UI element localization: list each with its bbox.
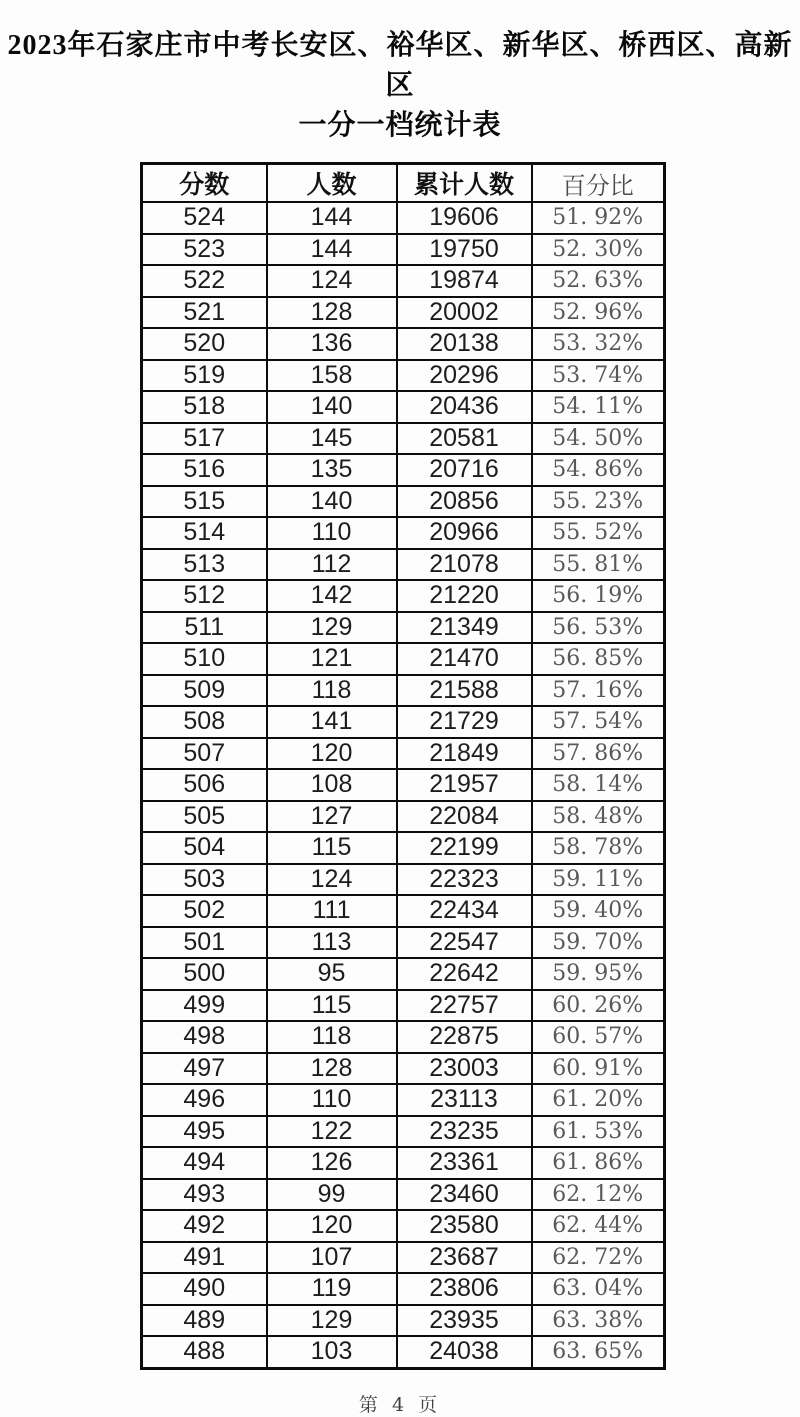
cumulative-cell: 23113 (397, 1084, 532, 1116)
score-distribution-table (140, 162, 666, 1370)
percent-cell: 54. 50% (532, 423, 665, 455)
cumulative-cell: 21078 (397, 549, 532, 581)
percent-cell: 57. 16% (532, 675, 665, 707)
score-cell: 522 (142, 265, 267, 297)
table-row (142, 1336, 665, 1368)
percent-cell: 63. 38% (532, 1305, 665, 1337)
percent-cell: 59. 40% (532, 895, 665, 927)
table-row (142, 1273, 665, 1305)
score-cell: 499 (142, 990, 267, 1022)
column-header-count: 人数 (267, 164, 397, 203)
percent-cell: 56. 85% (532, 643, 665, 675)
count-cell: 111 (267, 895, 397, 927)
table-row (142, 1210, 665, 1242)
cumulative-cell: 22757 (397, 990, 532, 1022)
score-cell: 503 (142, 864, 267, 896)
count-cell: 129 (267, 1305, 397, 1337)
count-cell: 127 (267, 801, 397, 833)
count-cell: 129 (267, 612, 397, 644)
count-cell: 124 (267, 265, 397, 297)
table-row (142, 706, 665, 738)
percent-cell: 56. 19% (532, 580, 665, 612)
table-row (142, 801, 665, 833)
count-cell: 128 (267, 297, 397, 329)
percent-cell: 52. 96% (532, 297, 665, 329)
cumulative-cell: 22323 (397, 864, 532, 896)
count-cell: 108 (267, 769, 397, 801)
score-cell: 511 (142, 612, 267, 644)
table-row (142, 895, 665, 927)
percent-cell: 58. 48% (532, 801, 665, 833)
score-cell: 512 (142, 580, 267, 612)
cumulative-cell: 20138 (397, 328, 532, 360)
count-cell: 142 (267, 580, 397, 612)
score-cell: 502 (142, 895, 267, 927)
score-cell: 510 (142, 643, 267, 675)
percent-cell: 55. 52% (532, 517, 665, 549)
percent-cell: 52. 63% (532, 265, 665, 297)
cumulative-cell: 21957 (397, 769, 532, 801)
percent-cell: 62. 72% (532, 1242, 665, 1274)
score-cell: 496 (142, 1084, 267, 1116)
cumulative-cell: 22434 (397, 895, 532, 927)
cumulative-cell: 23806 (397, 1273, 532, 1305)
table-row (142, 328, 665, 360)
score-cell: 489 (142, 1305, 267, 1337)
count-cell: 118 (267, 675, 397, 707)
count-cell: 118 (267, 1021, 397, 1053)
score-cell: 500 (142, 958, 267, 990)
percent-cell: 59. 11% (532, 864, 665, 896)
cumulative-cell: 21349 (397, 612, 532, 644)
cumulative-cell: 23361 (397, 1147, 532, 1179)
table-row (142, 927, 665, 959)
score-cell: 516 (142, 454, 267, 486)
page-number: 第 4 页 (358, 1393, 442, 1416)
score-cell: 513 (142, 549, 267, 581)
score-cell: 524 (142, 202, 267, 234)
score-cell: 498 (142, 1021, 267, 1053)
percent-cell: 63. 04% (532, 1273, 665, 1305)
count-cell: 144 (267, 202, 397, 234)
percent-cell: 59. 95% (532, 958, 665, 990)
table-row (142, 549, 665, 581)
score-cell: 521 (142, 297, 267, 329)
count-cell: 135 (267, 454, 397, 486)
percent-cell: 51. 92% (532, 202, 665, 234)
count-cell: 122 (267, 1116, 397, 1148)
cumulative-cell: 22875 (397, 1021, 532, 1053)
count-cell: 99 (267, 1179, 397, 1211)
cumulative-cell: 23687 (397, 1242, 532, 1274)
score-cell: 494 (142, 1147, 267, 1179)
percent-cell: 52. 30% (532, 234, 665, 266)
score-cell: 495 (142, 1116, 267, 1148)
score-cell: 515 (142, 486, 267, 518)
cumulative-cell: 19750 (397, 234, 532, 266)
score-cell: 509 (142, 675, 267, 707)
cumulative-cell: 20436 (397, 391, 532, 423)
table-row (142, 1084, 665, 1116)
percent-cell: 55. 23% (532, 486, 665, 518)
cumulative-cell: 22547 (397, 927, 532, 959)
table-row (142, 738, 665, 770)
count-cell: 126 (267, 1147, 397, 1179)
table-row (142, 1242, 665, 1274)
score-cell: 504 (142, 832, 267, 864)
table-row (142, 1116, 665, 1148)
cumulative-cell: 23935 (397, 1305, 532, 1337)
table-row (142, 1179, 665, 1211)
percent-cell: 56. 53% (532, 612, 665, 644)
percent-cell: 60. 57% (532, 1021, 665, 1053)
count-cell: 144 (267, 234, 397, 266)
count-cell: 115 (267, 990, 397, 1022)
percent-cell: 54. 86% (532, 454, 665, 486)
score-cell: 520 (142, 328, 267, 360)
percent-cell: 55. 81% (532, 549, 665, 581)
cumulative-cell: 23003 (397, 1053, 532, 1085)
table-row (142, 612, 665, 644)
count-cell: 115 (267, 832, 397, 864)
cumulative-cell: 24038 (397, 1336, 532, 1368)
count-cell: 124 (267, 864, 397, 896)
table-row (142, 864, 665, 896)
table-row (142, 675, 665, 707)
column-header-cumulative: 累计人数 (397, 164, 532, 203)
table-row (142, 1021, 665, 1053)
score-cell: 514 (142, 517, 267, 549)
percent-cell: 53. 32% (532, 328, 665, 360)
count-cell: 145 (267, 423, 397, 455)
percent-cell: 58. 78% (532, 832, 665, 864)
score-cell: 517 (142, 423, 267, 455)
table-row (142, 580, 665, 612)
cumulative-cell: 22642 (397, 958, 532, 990)
table-row (142, 297, 665, 329)
table-row (142, 990, 665, 1022)
count-cell: 120 (267, 1210, 397, 1242)
column-header-percentage: 百分比 (532, 164, 665, 203)
table-row (142, 202, 665, 234)
count-cell: 112 (267, 549, 397, 581)
column-header-score: 分数 (142, 164, 267, 203)
page-title (0, 0, 800, 146)
count-cell: 103 (267, 1336, 397, 1368)
percent-cell: 54. 11% (532, 391, 665, 423)
table-row (142, 486, 665, 518)
cumulative-cell: 21729 (397, 706, 532, 738)
cumulative-cell: 22084 (397, 801, 532, 833)
count-cell: 120 (267, 738, 397, 770)
cumulative-cell: 20296 (397, 360, 532, 392)
score-cell: 492 (142, 1210, 267, 1242)
percent-cell: 61. 53% (532, 1116, 665, 1148)
table-header-row (142, 164, 665, 203)
percent-cell: 58. 14% (532, 769, 665, 801)
cumulative-cell: 20716 (397, 454, 532, 486)
table-row (142, 391, 665, 423)
score-cell: 507 (142, 738, 267, 770)
table-row (142, 958, 665, 990)
cumulative-cell: 20856 (397, 486, 532, 518)
percent-cell: 62. 12% (532, 1179, 665, 1211)
table-row (142, 360, 665, 392)
percent-cell: 60. 91% (532, 1053, 665, 1085)
score-cell: 501 (142, 927, 267, 959)
table-row (142, 1053, 665, 1085)
count-cell: 128 (267, 1053, 397, 1085)
table-row (142, 265, 665, 297)
percent-cell: 57. 54% (532, 706, 665, 738)
percent-cell: 61. 20% (532, 1084, 665, 1116)
table-row (142, 769, 665, 801)
cumulative-cell: 19606 (397, 202, 532, 234)
score-cell: 493 (142, 1179, 267, 1211)
table-row (142, 1147, 665, 1179)
count-cell: 95 (267, 958, 397, 990)
percent-cell: 59. 70% (532, 927, 665, 959)
count-cell: 107 (267, 1242, 397, 1274)
title-line-1: 2023年石家庄市中考长安区、裕华区、新华区、桥西区、高新区 (7, 30, 793, 101)
score-cell: 518 (142, 391, 267, 423)
percent-cell: 57. 86% (532, 738, 665, 770)
score-cell: 497 (142, 1053, 267, 1085)
score-cell: 506 (142, 769, 267, 801)
count-cell: 119 (267, 1273, 397, 1305)
score-cell: 505 (142, 801, 267, 833)
table-row (142, 1305, 665, 1337)
cumulative-cell: 23580 (397, 1210, 532, 1242)
percent-cell: 60. 26% (532, 990, 665, 1022)
count-cell: 121 (267, 643, 397, 675)
percent-cell: 53. 74% (532, 360, 665, 392)
count-cell: 158 (267, 360, 397, 392)
count-cell: 140 (267, 391, 397, 423)
cumulative-cell: 20581 (397, 423, 532, 455)
count-cell: 136 (267, 328, 397, 360)
table-row (142, 643, 665, 675)
cumulative-cell: 19874 (397, 265, 532, 297)
table-body (142, 202, 665, 1368)
score-cell: 519 (142, 360, 267, 392)
cumulative-cell: 20966 (397, 517, 532, 549)
percent-cell: 61. 86% (532, 1147, 665, 1179)
cumulative-cell: 22199 (397, 832, 532, 864)
count-cell: 140 (267, 486, 397, 518)
cumulative-cell: 21588 (397, 675, 532, 707)
cumulative-cell: 23460 (397, 1179, 532, 1211)
count-cell: 141 (267, 706, 397, 738)
score-cell: 523 (142, 234, 267, 266)
cumulative-cell: 21220 (397, 580, 532, 612)
cumulative-cell: 21470 (397, 643, 532, 675)
cumulative-cell: 23235 (397, 1116, 532, 1148)
count-cell: 110 (267, 517, 397, 549)
count-cell: 110 (267, 1084, 397, 1116)
table-row (142, 832, 665, 864)
score-cell: 490 (142, 1273, 267, 1305)
table-row (142, 423, 665, 455)
percent-cell: 63. 65% (532, 1336, 665, 1368)
table-row (142, 454, 665, 486)
title-line-2: 一分一档统计表 (298, 110, 502, 141)
score-cell: 488 (142, 1336, 267, 1368)
score-cell: 491 (142, 1242, 267, 1274)
table-row (142, 234, 665, 266)
count-cell: 113 (267, 927, 397, 959)
cumulative-cell: 20002 (397, 297, 532, 329)
cumulative-cell: 21849 (397, 738, 532, 770)
score-cell: 508 (142, 706, 267, 738)
table-row (142, 517, 665, 549)
percent-cell: 62. 44% (532, 1210, 665, 1242)
